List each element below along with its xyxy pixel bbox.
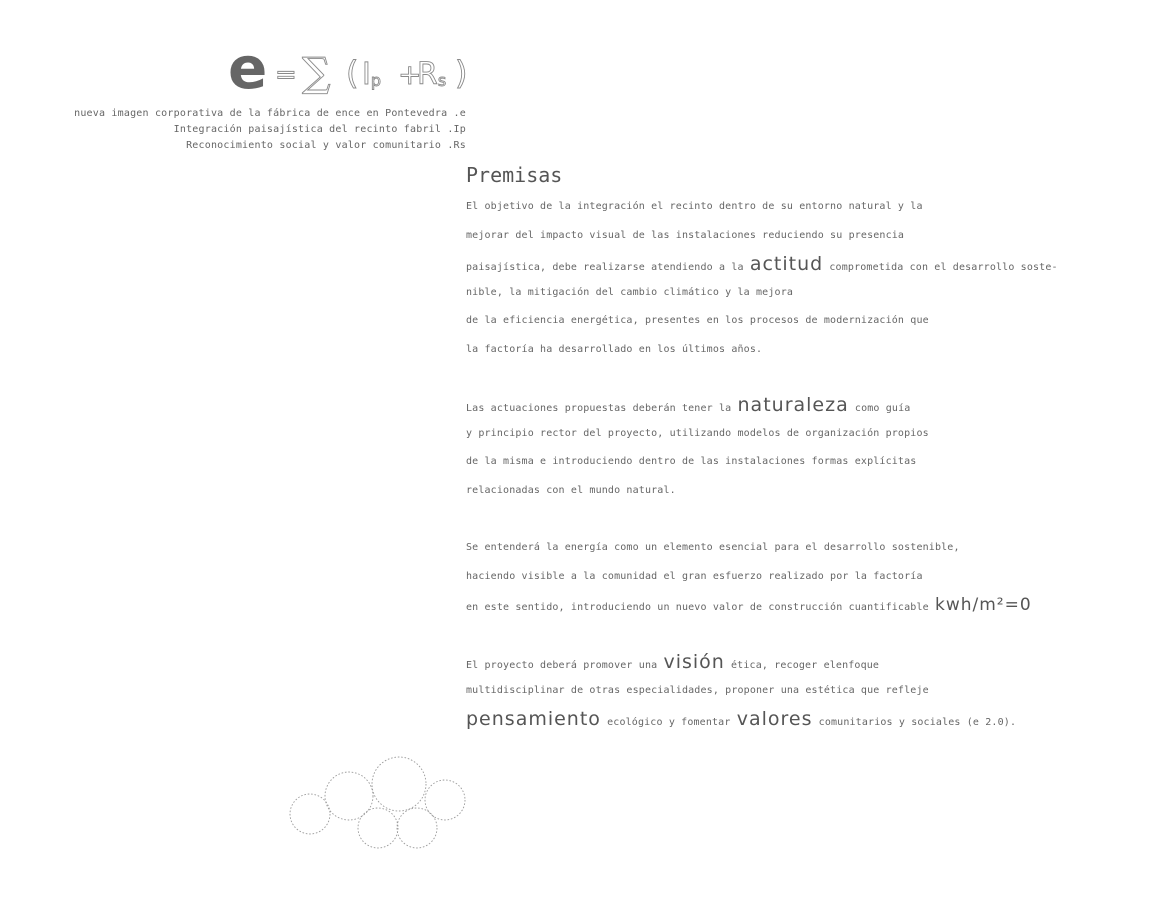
keyword-kwh: kwh/m²=0 — [934, 595, 1032, 615]
paragraph-energia — [466, 540, 1032, 626]
keyword-valores: valores — [736, 708, 813, 730]
paragraph-line: nible, la mitigación del cambio climático y la mejora — [466, 286, 794, 298]
legend-line-rs: Reconocimiento social y valor comunitario .Rs — [186, 140, 466, 151]
line-text: El proyecto deberá promover una — [466, 660, 664, 671]
circle-shape — [372, 757, 426, 811]
paragraph-line: la factoría ha desarrollado en los últimos años. — [466, 343, 763, 355]
line-text: comunitarios y sociales (e 2.0). — [812, 717, 1017, 728]
formula-rs: Rs — [417, 57, 447, 92]
paragraph-naturaleza — [466, 394, 929, 511]
line-text: ética, recoger elenfoque — [724, 660, 880, 671]
circle-shape — [290, 794, 330, 834]
circle-shape — [397, 808, 437, 848]
paragraph-line: haciendo visible a la comunidad el gran esfuerzo realizado por la factoría — [466, 570, 923, 582]
formula-plus: + — [398, 58, 422, 91]
formula-ip: Ip — [362, 57, 382, 92]
line-text: ecológico y fomentar — [600, 717, 737, 728]
paragraph-line — [466, 708, 1017, 740]
paragraph-line — [466, 394, 929, 426]
sigma-icon: ∑ — [302, 50, 331, 96]
formula-e: e — [228, 44, 268, 102]
paragraph-vision — [466, 651, 1017, 740]
keyword-vision: visión — [663, 651, 725, 673]
paragraph-line: Se entenderá la energía como un elemento esencial para el desarrollo sostenible, — [466, 542, 960, 553]
paragraph-line: de la eficiencia energética, presentes en los procesos de modernización que — [466, 315, 929, 326]
formula-logo — [220, 44, 480, 104]
paragraph-line: multidisciplinar de otras especialidades, proponer una estética que refleje — [466, 684, 929, 696]
line-text: Las actuaciones propuestas deberán tener la — [466, 403, 738, 414]
paragraph-line: relacionadas con el mundo natural. — [466, 484, 676, 496]
formula-close-paren: ) — [455, 54, 468, 92]
legend-line-e: nueva imagen corporativa de la fábrica de ence en Pontevedra .e — [74, 108, 466, 119]
line-text: en este sentido, introduciendo un nuevo valor de construcción cuantificable — [466, 602, 935, 613]
paragraph-line: mejorar del impacto visual de las instalaciones reduciendo su presencia — [466, 229, 905, 241]
paragraph-line — [466, 253, 1058, 285]
legend-line-ip: Integración paisajística del recinto fabril .Ip — [173, 124, 466, 135]
circle-shape — [358, 808, 398, 848]
line-text: paisajística, debe realizarse atendiendo a la — [466, 262, 750, 273]
dotted-circles-graphic — [286, 752, 471, 852]
formula-open-paren: ( — [346, 54, 359, 92]
paragraph-line — [466, 597, 1032, 626]
formula-equals: = — [275, 60, 297, 90]
paragraph-actitud — [466, 199, 1058, 370]
keyword-actitud: actitud — [749, 253, 824, 275]
line-text: comprometida con el desarrollo soste- — [823, 262, 1058, 273]
keyword-pensamiento: pensamiento — [466, 708, 601, 730]
page-title: Premisas — [466, 163, 563, 187]
paragraph-line: y principio rector del proyecto, utilizando modelos de organización propios — [466, 427, 929, 439]
line-text: como guía — [848, 403, 911, 414]
keyword-naturaleza: naturaleza — [737, 394, 849, 416]
paragraph-line: El objetivo de la integración el recinto dentro de su entorno natural y la — [466, 201, 923, 212]
paragraph-line — [466, 651, 1016, 683]
paragraph-line: de la misma e introduciendo dentro de las instalaciones formas explícitas — [466, 456, 917, 467]
circle-shape — [325, 772, 373, 820]
